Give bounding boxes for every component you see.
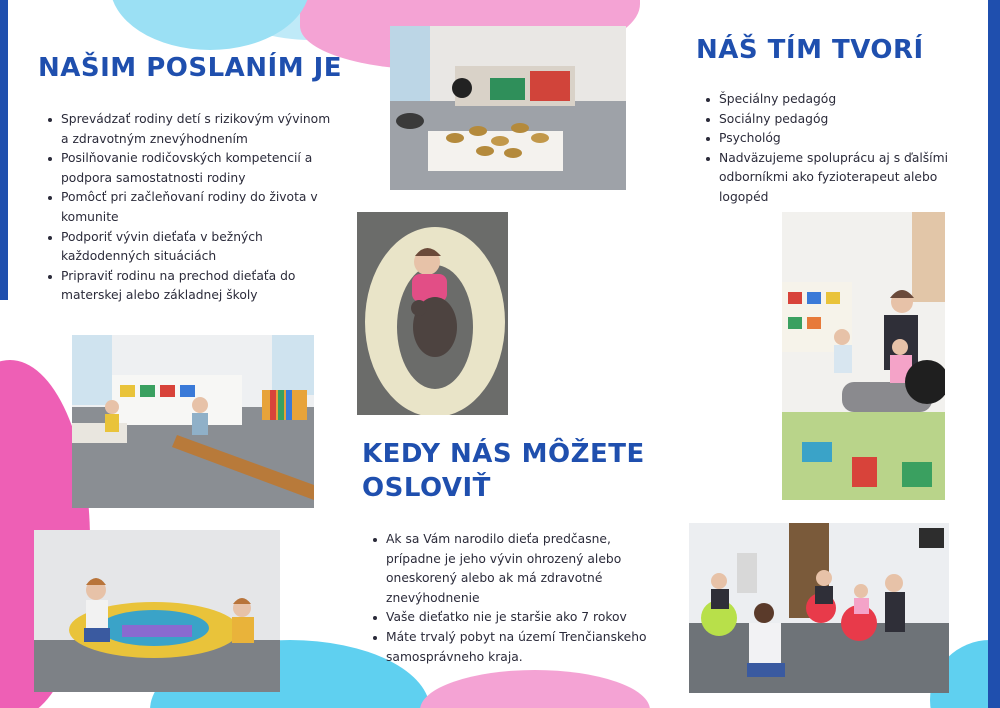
- list-item: Ak sa Vám narodilo dieťa predčasne, prípadne je jeho vývin ohrozený alebo oneskorený alebo ak má zdravotné znevýhodnenie: [372, 530, 647, 608]
- team-heading: NÁŠ TÍM TVORÍ: [696, 35, 924, 65]
- list-item: Sociálny pedagóg: [705, 110, 965, 130]
- contact-heading-line1: KEDY NÁS MÔŽETE: [362, 439, 645, 469]
- list-item: Máte trvalý pobyt na území Trenčianskeho samosprávneho kraja.: [372, 628, 647, 667]
- list-item: Psychológ: [705, 129, 965, 149]
- photo-gym-balls: [689, 523, 949, 693]
- photo-singing-bowls: [390, 26, 626, 190]
- mission-heading: NAŠIM POSLANÍM JE: [38, 53, 343, 83]
- decor-frame-right: [988, 0, 1000, 708]
- list-item: Nadväzujeme spoluprácu aj s ďalšími odborníkmi ako fyzioterapeut alebo logopéd: [705, 149, 965, 208]
- mission-list: [47, 110, 332, 306]
- photo-child-pillow: [357, 212, 508, 415]
- photo-children-mat: [34, 530, 280, 692]
- list-item: Vaše dieťatko nie je staršie ako 7 rokov: [372, 608, 647, 628]
- list-item: Podporiť vývin dieťaťa v bežných každodenných situáciách: [47, 228, 332, 267]
- team-list: [705, 90, 965, 208]
- list-item: Sprevádzať rodiny detí s rizikovým vývinom a zdravotným znevýhodnením: [47, 110, 332, 149]
- decor-blob-cyan-top2: [110, 0, 310, 50]
- list-item: Posilňovanie rodičovských kompetencií a podpora samostatnosti rodiny: [47, 149, 332, 188]
- list-item: Špeciálny pedagóg: [705, 90, 965, 110]
- contact-heading-line2: OSLOVIŤ: [362, 473, 491, 503]
- decor-blob-pink-bottom: [420, 670, 650, 708]
- decor-frame-left: [0, 0, 8, 300]
- photo-reading-session: [782, 212, 945, 500]
- contact-list: [372, 530, 647, 667]
- photo-playroom-beam: [72, 335, 314, 508]
- list-item: Pripraviť rodinu na prechod dieťaťa do materskej alebo základnej školy: [47, 267, 332, 306]
- list-item: Pomôcť pri začleňovaní rodiny do života v komunite: [47, 188, 332, 227]
- contact-heading: [362, 437, 645, 505]
